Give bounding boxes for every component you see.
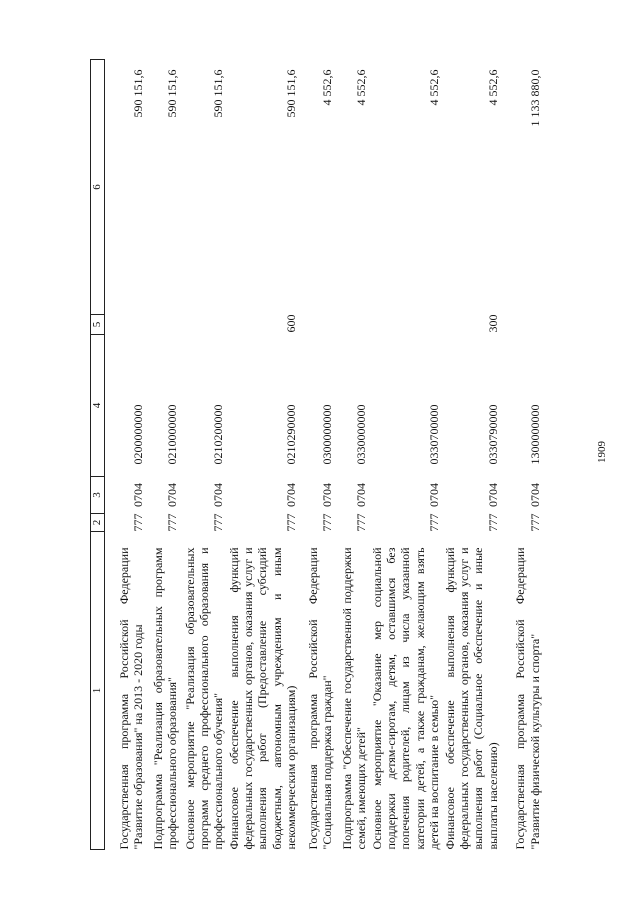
row-name: Основное мероприятие "Реализация образовательных программ среднего профессионального образования и профессионального обучения" — [182, 547, 226, 850]
row-amount: 590 151,6 — [165, 69, 180, 118]
row-target-article: 0330790000 — [485, 404, 500, 465]
row-section: 0704 — [165, 483, 180, 507]
row-amount: 4 552,6 — [354, 69, 369, 106]
table-row — [105, 60, 147, 850]
row-section: 0704 — [211, 483, 226, 507]
row-gr: 777 — [131, 513, 146, 532]
table-row — [227, 60, 300, 850]
row-name: Подпрограмма "Обеспечение государственной поддержки семей, имеющих детей" — [339, 547, 369, 850]
table-row — [147, 60, 181, 850]
row-gr: 777 — [320, 513, 335, 532]
column-header: 4 — [91, 335, 105, 477]
row-amount: 590 151,6 — [211, 69, 226, 118]
column-header: 3 — [91, 477, 105, 514]
row-gr: 777 — [354, 513, 369, 532]
row-amount: 4 552,6 — [320, 69, 335, 106]
column-header: 5 — [91, 315, 105, 335]
row-section: 0704 — [527, 483, 542, 507]
row-gr: 777 — [427, 513, 442, 532]
row-name: Финансовое обеспечение выполнения функций федеральных государственных органов, оказания услуг и выполнения работ (Предоставление субсидий бюджетным, автономным учреждениям и иным некоммерческим организациям) — [226, 547, 299, 850]
row-section: 0704 — [320, 483, 335, 507]
row-expense-type — [105, 315, 147, 335]
table-row — [181, 60, 227, 850]
row-expense-type: 300 — [485, 314, 500, 333]
row-section: 0704 — [485, 483, 500, 507]
row-amount: 4 552,6 — [427, 69, 442, 106]
row-gr: 777 — [284, 513, 299, 532]
row-name: Государственная программа Российской Федерации "Развитие физической культуры и спорта" — [513, 547, 542, 850]
header-row — [91, 60, 105, 850]
row-section: 0704 — [354, 483, 369, 507]
row-expense-type — [181, 315, 227, 335]
row-gr: 777 — [165, 513, 180, 532]
rotated-page-content — [90, 60, 580, 850]
row-expense-type: 600 — [284, 314, 299, 333]
row-target-article: 0210000000 — [165, 404, 180, 465]
row-expense-type — [336, 315, 370, 335]
row-target-article: 0200000000 — [131, 404, 146, 465]
table-row — [370, 60, 443, 850]
page-number: 1909 — [596, 441, 608, 463]
row-amount: 4 552,6 — [485, 69, 500, 106]
row-target-article: 0330700000 — [427, 404, 442, 465]
row-expense-type — [300, 315, 336, 335]
budget-table — [90, 59, 543, 850]
table-row — [501, 60, 543, 850]
table-row — [300, 60, 336, 850]
row-expense-type — [147, 315, 181, 335]
row-target-article: 1300000000 — [527, 404, 542, 465]
column-header: 1 — [91, 532, 105, 850]
column-header: 2 — [91, 514, 105, 532]
row-name: Основное мероприятие "Оказание мер социальной поддержки детям-сиротам, детям, оставшимся без попечения родителей, лицам из числа указанной категории детей, а также гражданам, желающим взять детей на воспитание в семью" — [369, 547, 442, 850]
row-amount: 590 151,6 — [131, 69, 146, 118]
row-section: 0704 — [131, 483, 146, 507]
row-target-article: 0300000000 — [320, 404, 335, 465]
row-name: Государственная программа Российской Федерации "Социальная поддержка граждан" — [305, 547, 335, 850]
row-target-article: 0330000000 — [354, 404, 369, 465]
row-name: Финансовое обеспечение выполнения функций федеральных государственных органов, оказания услуг и выполнения работ (Социальное обеспечение и иные выплаты населению) — [442, 547, 500, 850]
row-expense-type — [370, 315, 443, 335]
row-name: Государственная программа Российской Федерации "Развитие образования" на 2013 - 2020 годы — [116, 547, 146, 850]
column-header: 6 — [91, 60, 105, 315]
table-row — [336, 60, 370, 850]
row-target-article: 0210200000 — [211, 404, 226, 465]
row-gr: 777 — [485, 513, 500, 532]
row-amount: 590 151,6 — [284, 69, 299, 118]
row-expense-type — [501, 315, 543, 335]
row-gr: 777 — [211, 513, 226, 532]
table-row — [443, 60, 502, 850]
row-amount: 1 133 880,0 — [527, 69, 542, 127]
row-section: 0704 — [284, 483, 299, 507]
row-gr: 777 — [527, 513, 542, 532]
row-target-article: 0210290000 — [284, 404, 299, 465]
row-name: Подпрограмма "Реализация образовательных программ профессионального образования" — [150, 547, 180, 850]
row-section: 0704 — [427, 483, 442, 507]
